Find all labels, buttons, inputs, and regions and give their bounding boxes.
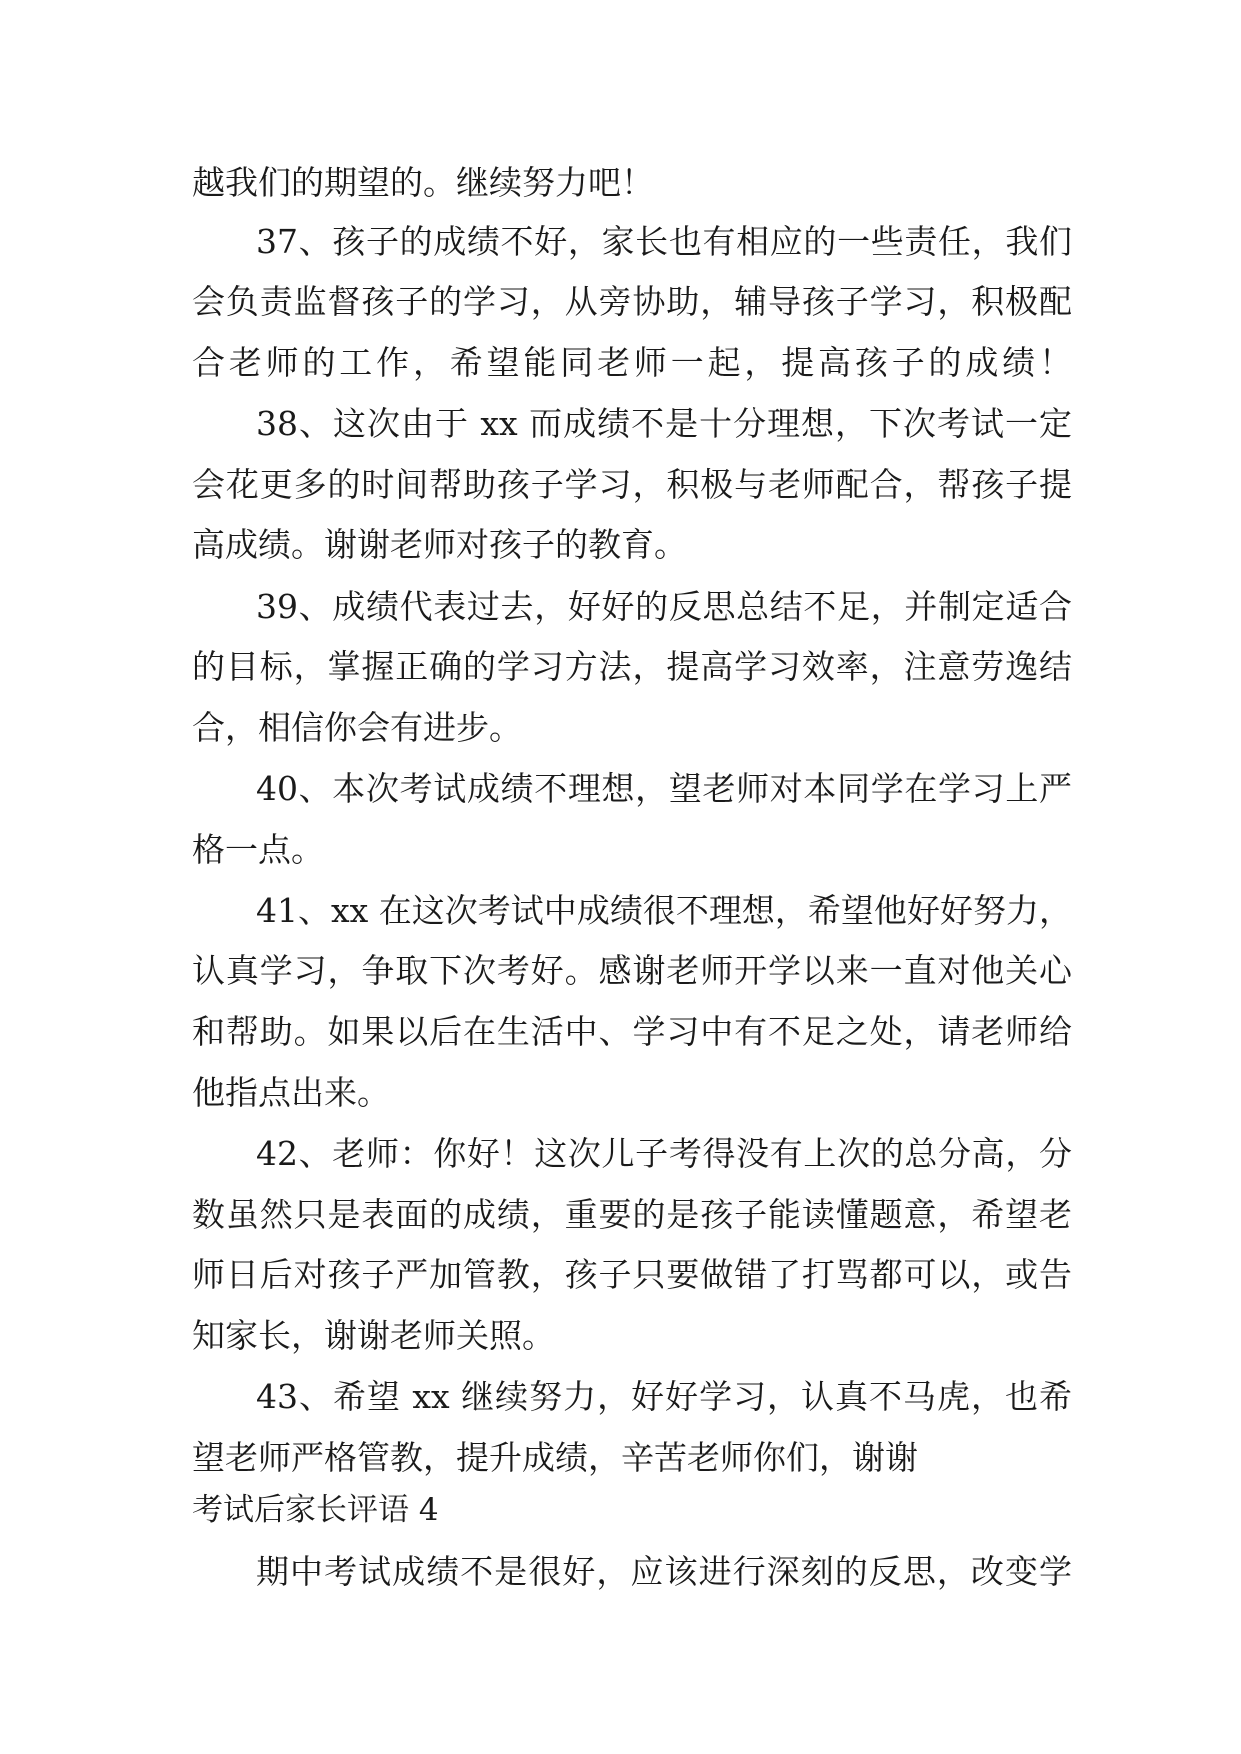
paragraph-38-line-1: 38、这次由于 xx 而成绩不是十分理想，下次考试一定 [256, 404, 1072, 443]
section-paragraph-line-1: 期中考试成绩不是很好，应该进行深刻的反思，改变学 [256, 1552, 1072, 1591]
paragraph-40-line-2: 格一点。 [192, 830, 324, 869]
paragraph-41-line-4: 他指点出来。 [192, 1073, 390, 1112]
paragraph-37-line-3: 合老师的工作，希望能同老师一起，提高孩子的成绩！ [192, 343, 1072, 382]
paragraph-line: 越我们的期望的。继续努力吧！ [192, 163, 654, 202]
paragraph-39-line-2: 的目标，掌握正确的学习方法，提高学习效率，注意劳逸结 [192, 647, 1072, 686]
paragraph-39-line-1: 39、成绩代表过去，好好的反思总结不足，并制定适合 [256, 587, 1072, 626]
paragraph-43-line-2: 望老师严格管教，提升成绩，辛苦老师你们，谢谢 [192, 1438, 918, 1477]
paragraph-40-line-1: 40、本次考试成绩不理想，望老师对本同学在学习上严 [256, 769, 1072, 808]
paragraph-41-line-1: 41、xx 在这次考试中成绩很不理想，希望他好好努力， [256, 891, 1072, 930]
paragraph-38-line-3: 高成绩。谢谢老师对孩子的教育。 [192, 525, 687, 564]
paragraph-41-line-2: 认真学习，争取下次考好。感谢老师开学以来一直对他关心 [192, 951, 1072, 990]
paragraph-42-line-3: 师日后对孩子严加管教，孩子只要做错了打骂都可以，或告 [192, 1255, 1072, 1294]
section-heading: 考试后家长评语 4 [192, 1492, 439, 1528]
paragraph-37-line-2: 会负责监督孩子的学习，从旁协助，辅导孩子学习，积极配 [192, 282, 1072, 321]
paragraph-43-line-1: 43、希望 xx 继续努力，好好学习，认真不马虎，也希 [256, 1377, 1072, 1416]
paragraph-42-line-4: 知家长，谢谢老师关照。 [192, 1316, 555, 1355]
paragraph-42-line-1: 42、老师：你好！这次儿子考得没有上次的总分高，分 [256, 1134, 1072, 1173]
paragraph-41-line-3: 和帮助。如果以后在生活中、学习中有不足之处，请老师给 [192, 1012, 1072, 1051]
paragraph-38-line-2: 会花更多的时间帮助孩子学习，积极与老师配合，帮孩子提 [192, 465, 1072, 504]
paragraph-42-line-2: 数虽然只是表面的成绩，重要的是孩子能读懂题意，希望老 [192, 1195, 1072, 1234]
paragraph-37-line-1: 37、孩子的成绩不好，家长也有相应的一些责任，我们 [256, 222, 1072, 261]
paragraph-39-line-3: 合，相信你会有进步。 [192, 708, 522, 747]
